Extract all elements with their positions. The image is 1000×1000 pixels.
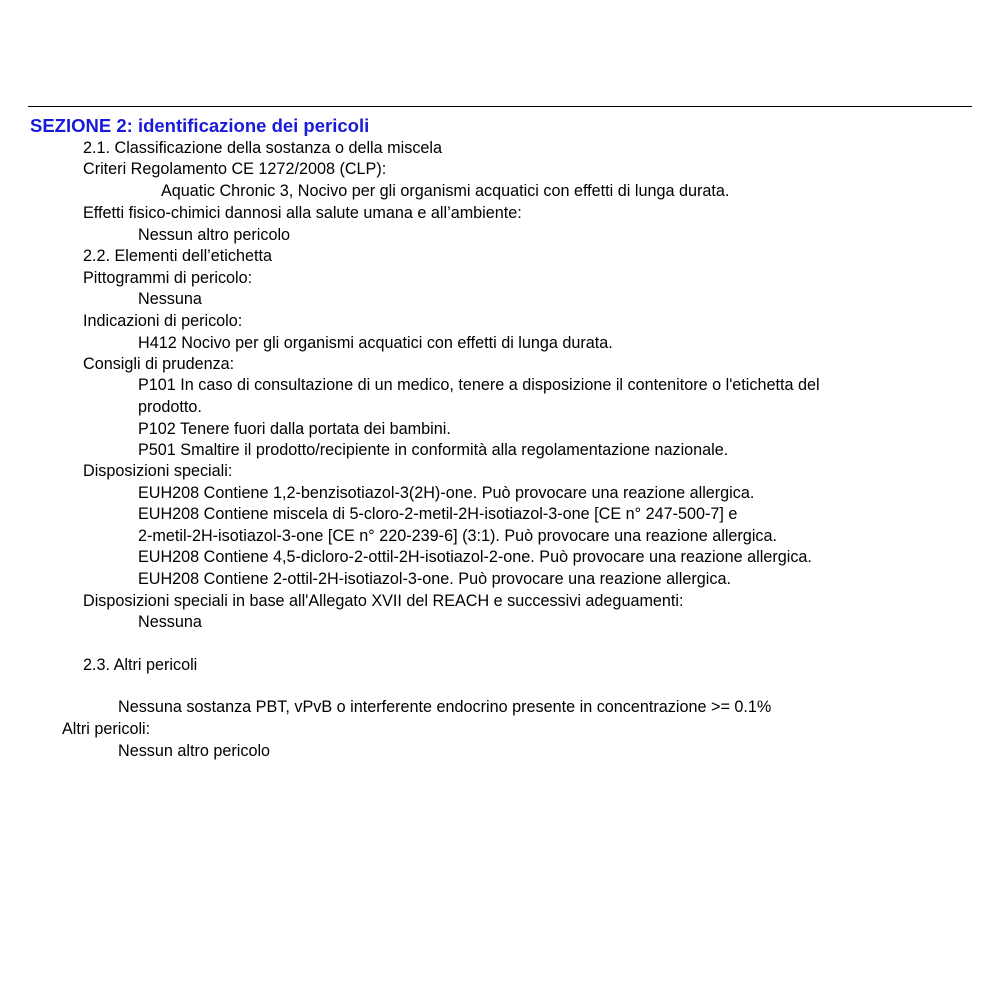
- precautionary-line: P102 Tenere fuori dalla portata dei bambini.: [138, 420, 451, 438]
- hazard-statement: H412 Nocivo per gli organismi acquatici con effetti di lunga durata.: [138, 334, 613, 352]
- classification-heading: 2.1. Classificazione della sostanza o della miscela: [83, 139, 443, 157]
- pictograms-value: Nessuna: [138, 290, 202, 308]
- special-provision-line: 2-metil-2H-isotiazol-3-one [CE n° 220-239-6] (3:1). Può provocare una reazione allergica.: [138, 527, 778, 545]
- label-elements-heading: 2.2. Elementi dell’etichetta: [83, 247, 272, 265]
- pictograms-label: Pittogrammi di pericolo:: [83, 269, 253, 287]
- reach-value: Nessuna: [138, 613, 202, 631]
- reach-label: Disposizioni speciali in base all'Allegato XVII del REACH e successivi adeguamenti:: [83, 592, 684, 610]
- other-hazards-label: Altri pericoli:: [62, 720, 151, 738]
- physchem-effects-label: Effetti fisico-chimici dannosi alla salute umana e all’ambiente:: [83, 204, 522, 222]
- physchem-effects-value: Nessun altro pericolo: [138, 226, 291, 244]
- pbt-statement: Nessuna sostanza PBT, vPvB o interferente endocrino presente in concentrazione >= 0.1%: [118, 698, 772, 716]
- other-hazards-heading: 2.3. Altri pericoli: [83, 656, 198, 674]
- precautionary-line: prodotto.: [138, 398, 202, 416]
- special-provision-line: EUH208 Contiene 2-ottil-2H-isotiazol-3-one. Può provocare una reazione allergica.: [138, 570, 731, 588]
- special-provision-line: EUH208 Contiene 4,5-dicloro-2-ottil-2H-isotiazol-2-one. Può provocare una reazione allergica.: [138, 548, 812, 566]
- section-divider: [28, 106, 972, 107]
- special-provision-line: EUH208 Contiene 1,2-benzisotiazol-3(2H)-one. Può provocare una reazione allergica.: [138, 484, 755, 502]
- clp-criteria-label: Criteri Regolamento CE 1272/2008 (CLP):: [83, 160, 387, 178]
- clp-classification: Aquatic Chronic 3, Nocivo per gli organismi acquatici con effetti di lunga durata.: [161, 182, 730, 200]
- precautionary-label: Consigli di prudenza:: [83, 355, 235, 373]
- precautionary-line: P501 Smaltire il prodotto/recipiente in conformità alla regolamentazione nazionale.: [138, 441, 729, 459]
- other-hazards-value: Nessun altro pericolo: [118, 742, 271, 760]
- hazard-statements-label: Indicazioni di pericolo:: [83, 312, 243, 330]
- section-title: SEZIONE 2: identificazione dei pericoli: [30, 115, 370, 136]
- special-provisions-label: Disposizioni speciali:: [83, 462, 233, 480]
- precautionary-line: P101 In caso di consultazione di un medico, tenere a disposizione il contenitore o l'etichetta del: [138, 376, 820, 394]
- special-provision-line: EUH208 Contiene miscela di 5-cloro-2-metil-2H-isotiazol-3-one [CE n° 247-500-7] e: [138, 505, 738, 523]
